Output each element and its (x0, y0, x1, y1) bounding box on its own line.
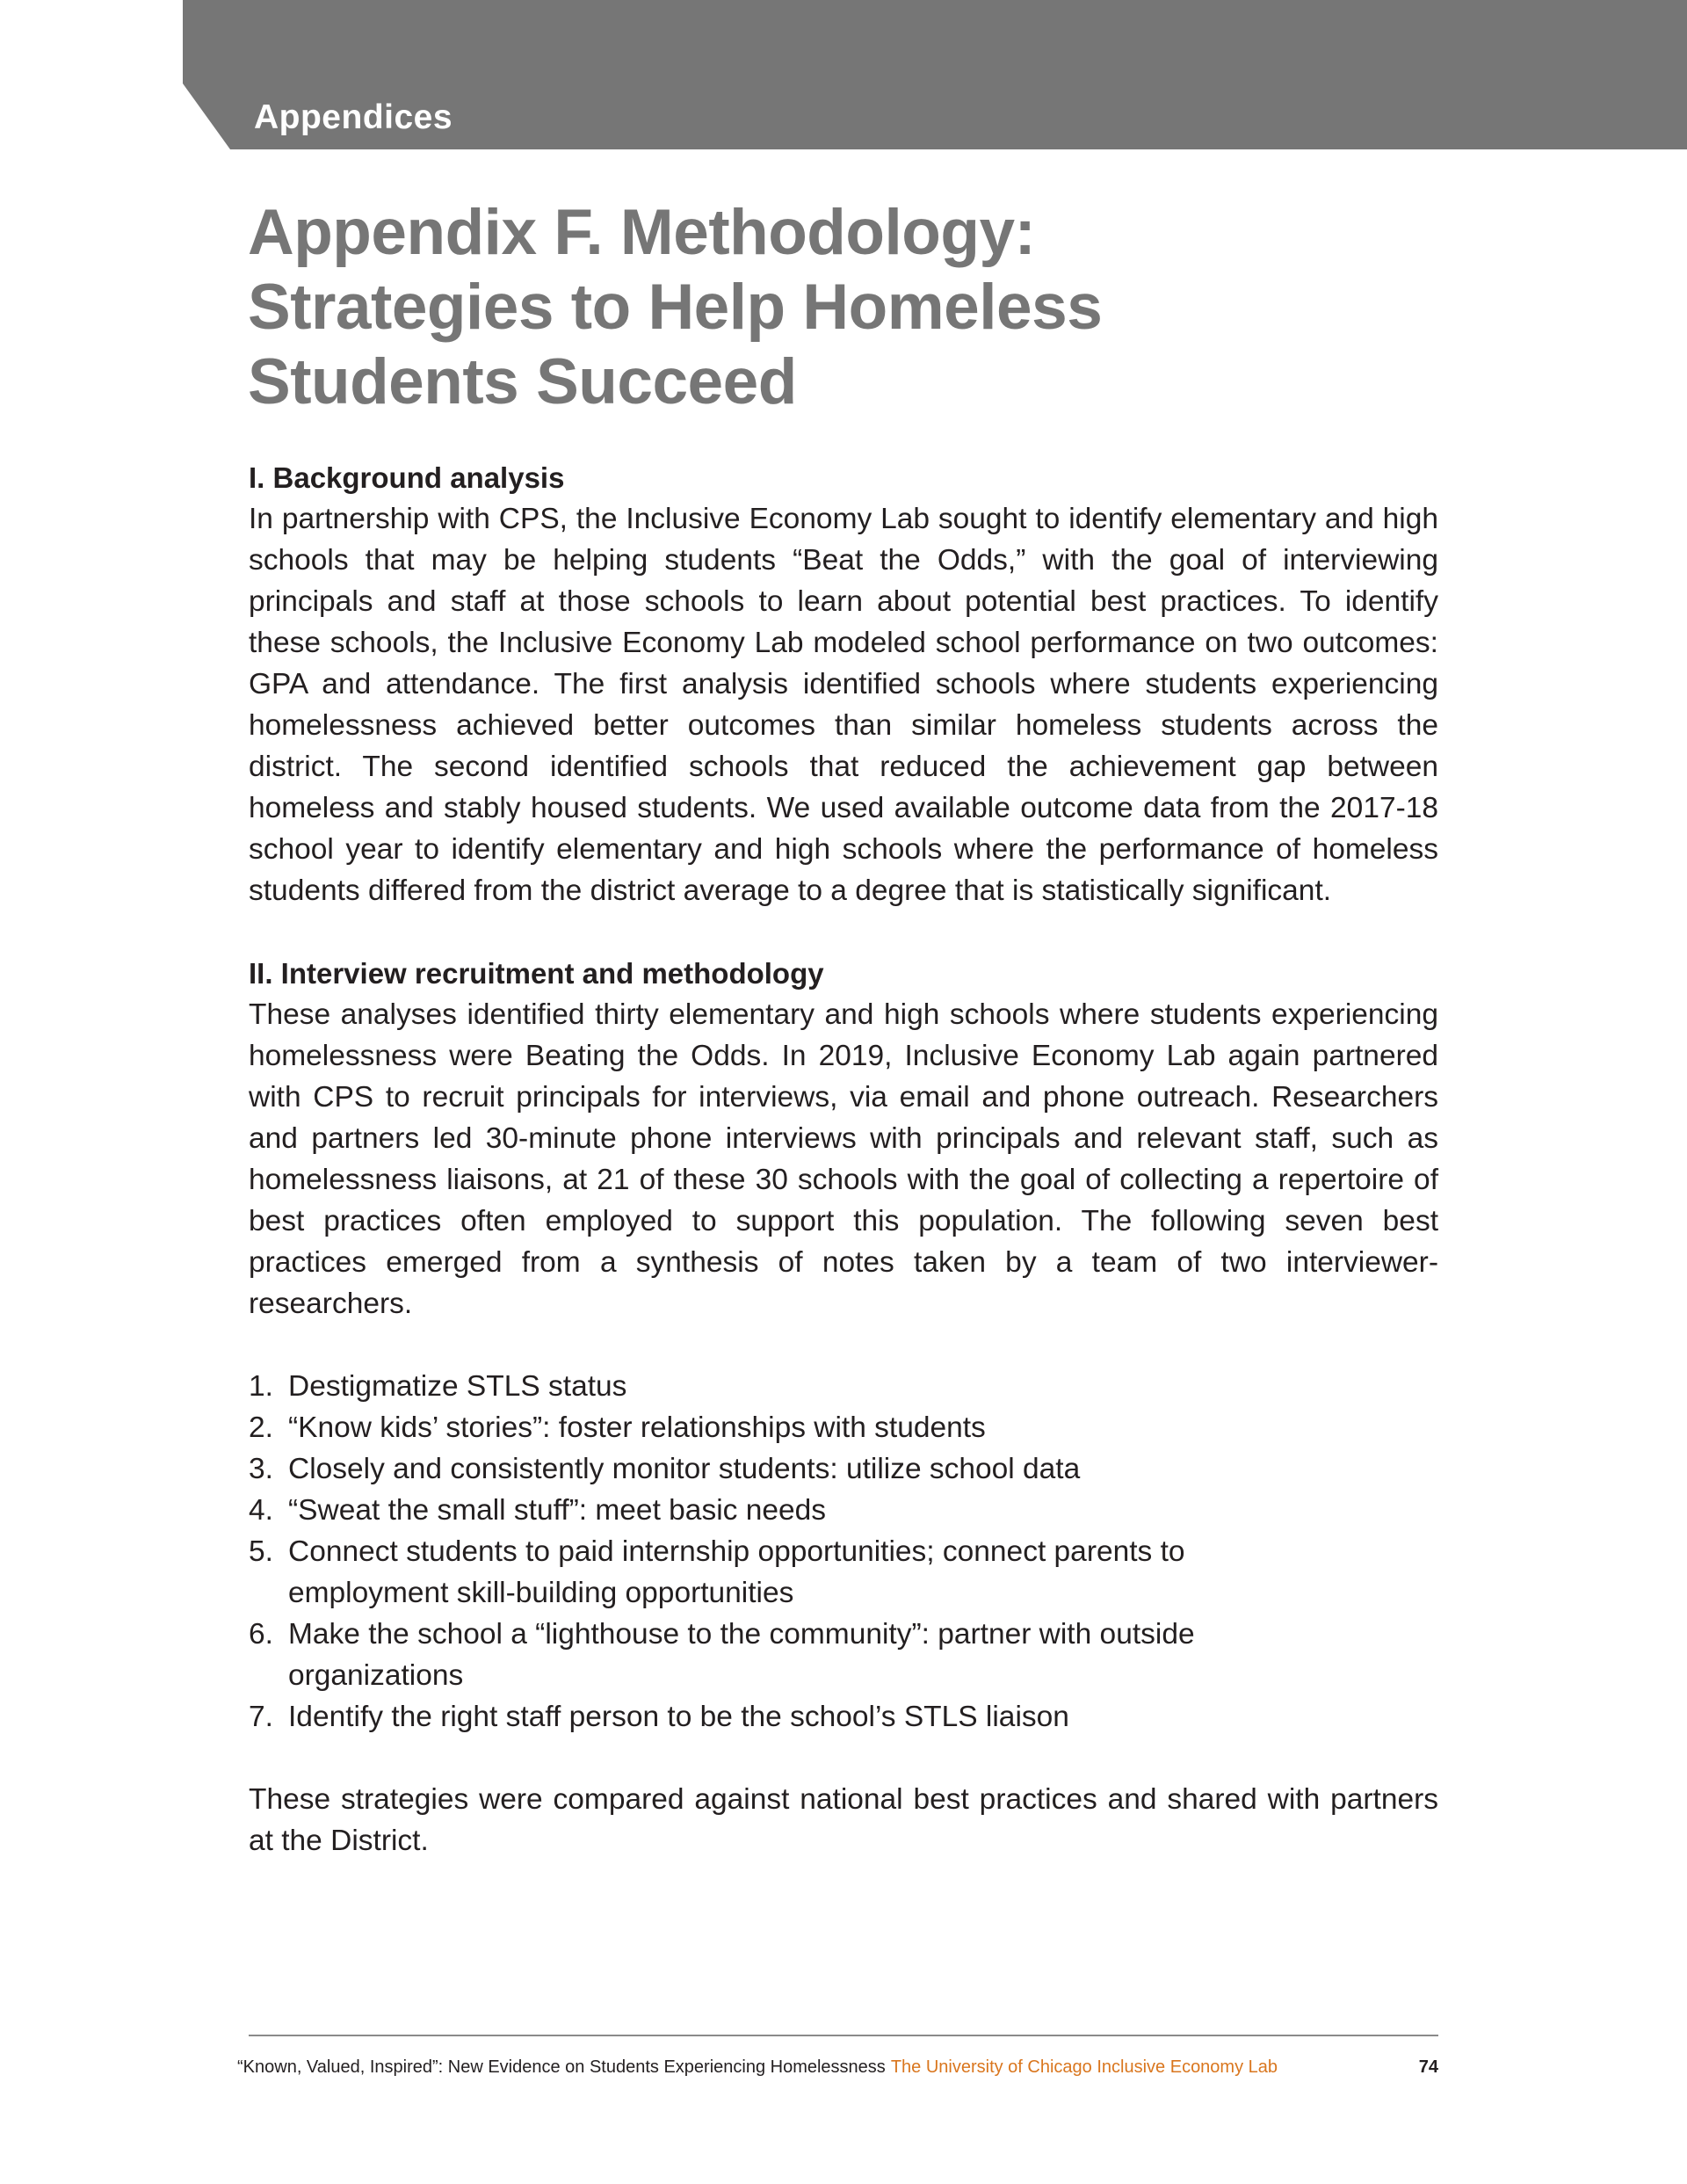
list-number: 3. (249, 1453, 273, 1485)
list-item (249, 1366, 1438, 1407)
report-title: “Known, Valued, Inspired”: New Evidence on Students Experiencing Homelessness (237, 2057, 886, 2077)
list-item (249, 1448, 1438, 1490)
footer-divider (249, 2035, 1438, 2036)
list-item (249, 1490, 1438, 1531)
title-line: Students Succeed (248, 346, 797, 417)
list-text: Make the school a “lighthouse to the community”: partner with outside organizations (288, 1618, 1195, 1692)
title-line: Strategies to Help Homeless (248, 272, 1103, 343)
list-number: 1. (249, 1370, 273, 1403)
list-item (249, 1531, 1438, 1614)
section-body: These analyses identified thirty elementary and high schools where students experiencing homelessness were Beating the Odds. In 2019, Inclusive Economy Lab again partnered with CPS to recruit principals for interviews, via email and phone outreach. Researchers and partners led 30-minute phone interviews with principals and relevant staff, such as homelessness liaisons, at 21 of these 30 schools with the goal of collecting a repertoire of best practices often employed to support this population. The following seven best practices emerged from a synthesis of notes taken by a team of two interviewer-researchers. (249, 998, 1438, 1320)
main-content (249, 457, 1438, 1861)
section-heading: I. Background analysis (249, 461, 565, 494)
list-number: 4. (249, 1494, 273, 1527)
list-text: Closely and consistently monitor students: utilize school data (288, 1453, 1081, 1485)
list-text: Identify the right staff person to be the school’s STLS liaison (288, 1701, 1069, 1733)
list-text: “Know kids’ stories”: foster relationships with students (288, 1411, 986, 1444)
section-body: In partnership with CPS, the Inclusive Economy Lab sought to identify elementary and high schools that may be helping students “Beat the Odds,” with the goal of interviewing principals and staff at those schools to learn about potential best practices. To identify these schools, the Inclusive Economy Lab modeled school performance on two outcomes: GPA and attendance. The first analysis identified schools where students experiencing homelessness achieved better outcomes than similar homeless students across the district. The second identified schools that reduced the achievement gap between homeless and stably housed students. We used available outcome data from the 2017-18 school year to identify elementary and high schools where the performance of homeless students differed from the district average to a degree that is statistically significant. (249, 503, 1438, 907)
list-number: 2. (249, 1411, 273, 1444)
best-practices-list (249, 1366, 1438, 1738)
page-title (248, 195, 1478, 419)
page-number: 74 (1418, 2057, 1438, 2077)
organization-name: The University of Chicago Inclusive Economy Lab (890, 2057, 1278, 2077)
title-line: Appendix F. Methodology: (248, 197, 1036, 268)
list-item (249, 1614, 1438, 1696)
list-number: 6. (249, 1618, 273, 1651)
list-number: 5. (249, 1535, 273, 1568)
list-number: 7. (249, 1701, 273, 1733)
list-text: Destigmatize STLS status (288, 1370, 627, 1403)
list-item (249, 1696, 1438, 1738)
closing-paragraph: These strategies were compared against national best practices and shared with partners at the District. (249, 1783, 1438, 1857)
list-text: Connect students to paid internship opportunities; connect parents to employment skill-building opportunities (288, 1535, 1185, 1609)
list-text: “Sweat the small stuff”: meet basic needs (288, 1494, 826, 1527)
list-item (249, 1407, 1438, 1448)
section-heading: II. Interview recruitment and methodology (249, 957, 824, 990)
section-label: Appendices (254, 98, 453, 136)
page-footer (237, 2057, 1438, 2078)
